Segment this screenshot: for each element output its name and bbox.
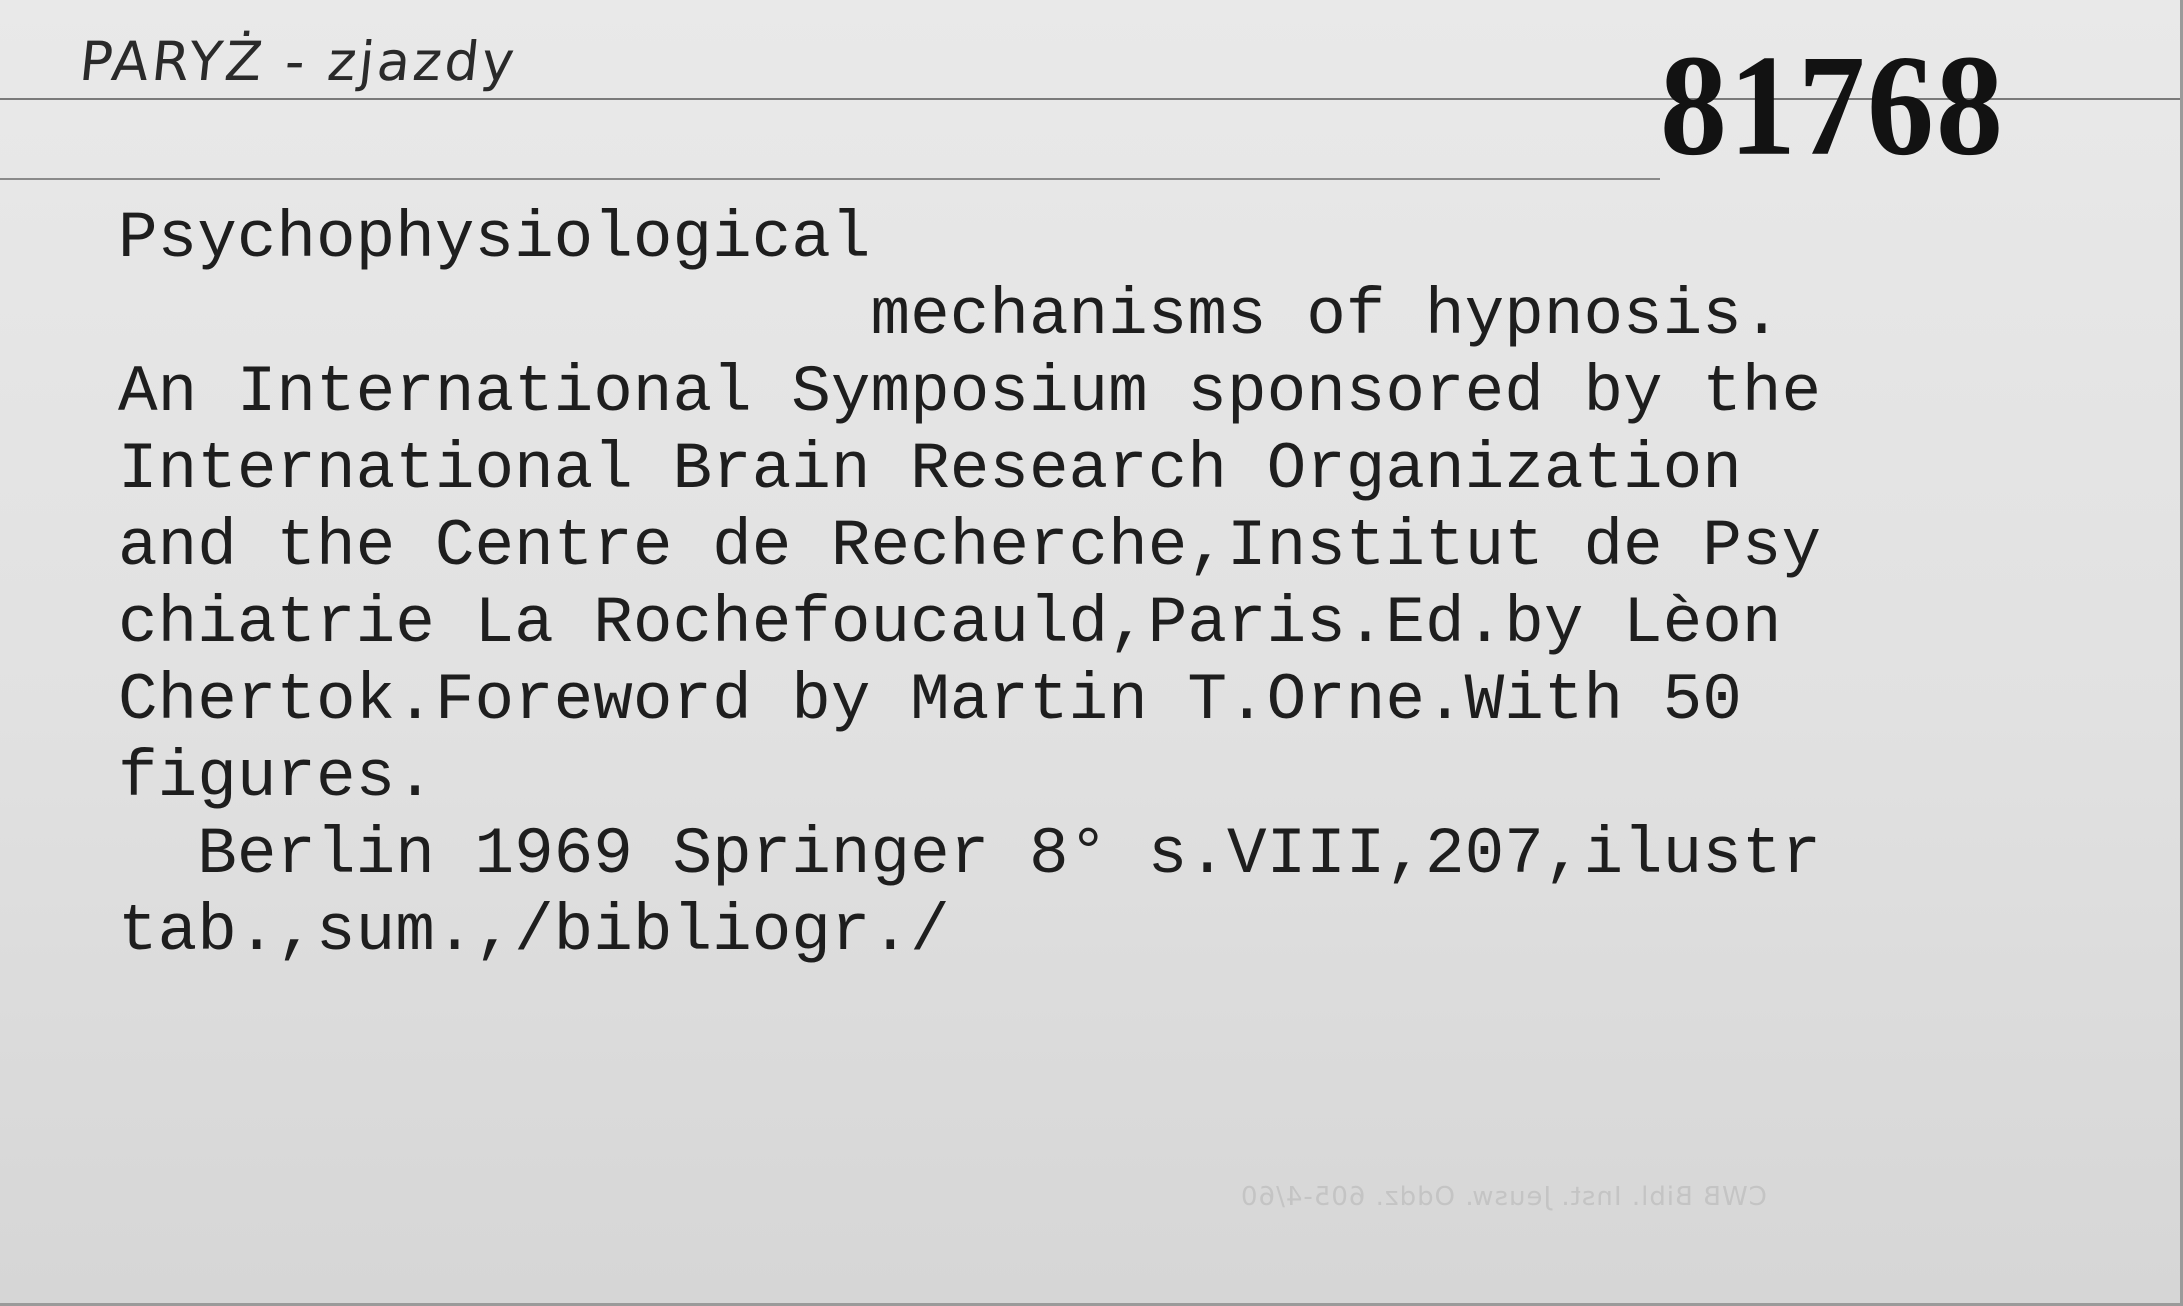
description-line: An International Symposium sponsored by the: [118, 355, 1822, 430]
call-number: 81768: [1660, 25, 2005, 186]
faint-stamp: CWB Bibl. Inst. Jeusw. Oddz. 605-4/60: [1240, 1182, 1767, 1212]
description-line: figures.: [118, 740, 435, 815]
description-line: chiatrie La Rochefoucauld,Paris.Ed.by Lèon: [118, 586, 1782, 661]
bibliographic-description: [118, 200, 2178, 970]
description-line: Chertok.Foreword by Martin T.Orne.With 50: [118, 663, 1742, 738]
description-line: Berlin 1969 Springer 8° s.VIII,207,ilustr: [118, 817, 1822, 892]
subject-heading: PARYŻ - zjazdy: [76, 30, 521, 93]
description-line: International Brain Research Organization: [118, 432, 1742, 507]
description-line: tab.,sum.,/bibliogr./: [118, 894, 950, 969]
description-line: mechanisms of hypnosis.: [118, 278, 1782, 353]
description-line: and the Centre de Recherche,Institut de Psy: [118, 509, 1822, 584]
description-line: Psychophysiological: [118, 201, 871, 276]
second-rule: [0, 178, 1660, 180]
